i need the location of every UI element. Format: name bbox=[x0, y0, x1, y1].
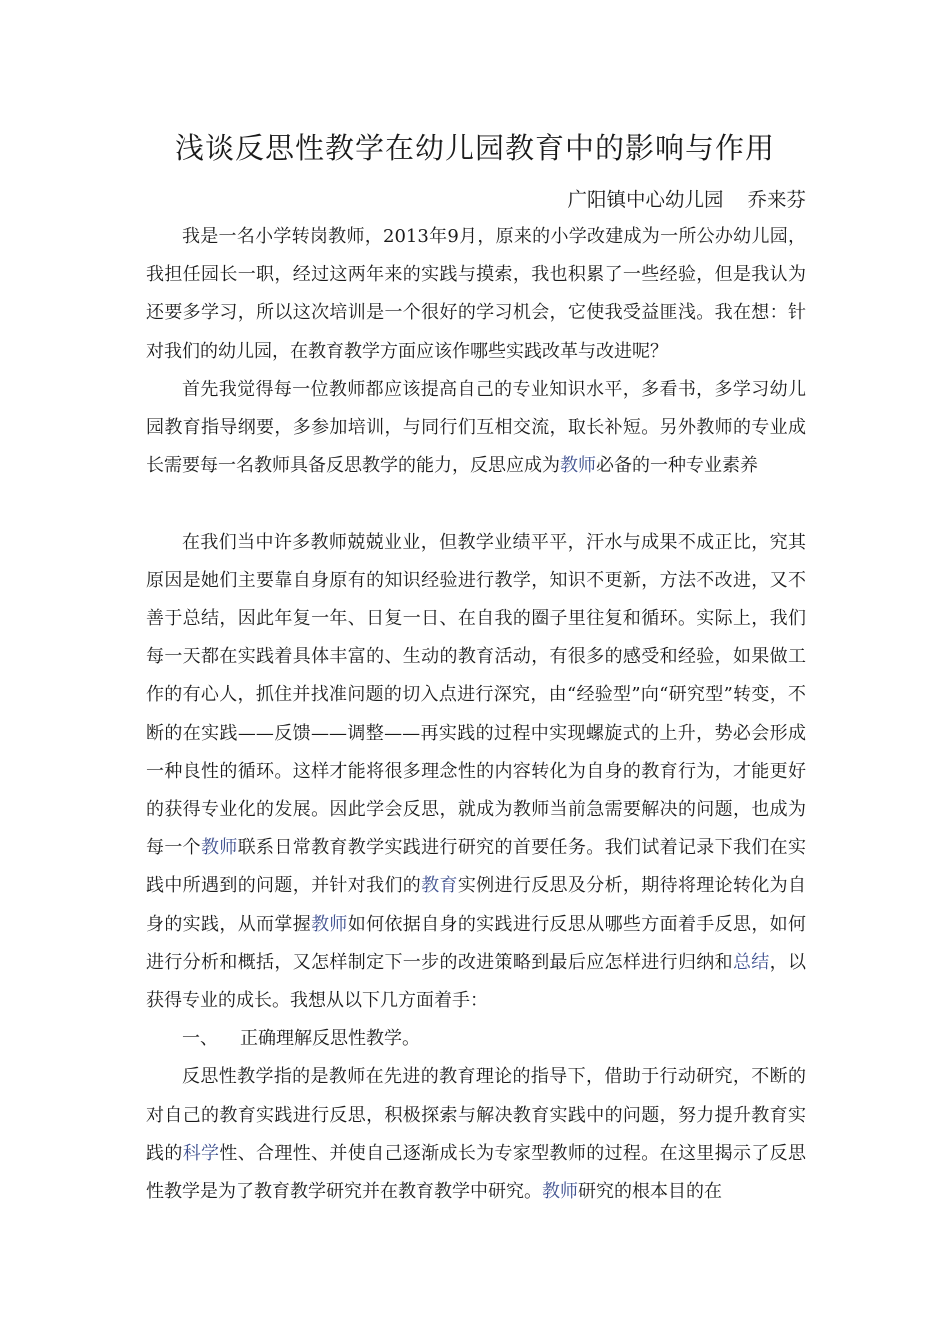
author-name: 乔来芬 bbox=[747, 188, 806, 211]
text-segment: 在我们当中许多教师兢兢业业，但教学业绩平平，汗水与成果不成正比，究其原因是她们主要靠自身原有的知识经验进行教学，知识不更新，方法不改进，又不善于总结，因此年复一年、日复一日、在自我的圈子里往复和循环。实际上，我们每一天都在实践着具体丰富的、生动的教育活动，有很多的感受和经验，如果做工作的有心人，抓住并找准问题的切入点进行深究，由“经验型”向“研究型”转变，不断的在实践——反馈——调整——再实践的过程中实现螺旋式的上升，势必会形成一种良性的循环。这样才能将很多理念性的内容转化为自身的教育行为，才能更好的获得专业化的发展。因此学会反思，就成为教师当前急需要解决的问题，也成为每一个 bbox=[146, 531, 806, 859]
document-body bbox=[146, 218, 806, 1211]
text-segment: 反思性教学指的是教师在先进的教育理论的指导下，借助于行动研究，不断的对自己的教育实践进行反思，积极探索与解决教育实践中的问题，努力提升教育实践的 bbox=[146, 1066, 806, 1164]
section-heading bbox=[146, 1020, 806, 1058]
text-segment: 联系日常教育教学实践进行研究的首要任务。我们试着记录下我们在实践中所遇到的问题，并针对我们的 bbox=[146, 837, 807, 897]
text-segment: ，以获得专业的成长。我想从以下几方面着手： bbox=[146, 951, 806, 1012]
author-school: 广阳镇中心幼儿园 bbox=[567, 188, 724, 211]
hyperlink-teacher[interactable]: 教师 bbox=[201, 837, 238, 859]
hyperlink-teacher[interactable]: 教师 bbox=[542, 1181, 578, 1203]
blank-line bbox=[146, 485, 806, 523]
text-segment: 如何依据自身的实践进行反思从哪些方面着手反思，如何进行分析和概括，又怎样制定下一步的改进策略到最后应怎样进行归纳和 bbox=[146, 913, 807, 973]
author-line bbox=[0, 183, 806, 217]
text-segment: 实例进行反思及分析，期待将理论转化为自身的实践，从而掌握 bbox=[146, 875, 807, 935]
document-title: 浅谈反思性教学在幼儿园教育中的影响与作用 bbox=[174, 131, 775, 165]
section-heading-text: 正确理解反思性教学。 bbox=[240, 1028, 420, 1050]
hyperlink-science[interactable]: 科学 bbox=[182, 1142, 220, 1164]
paragraph-intro: 我是一名小学转岗教师，2013年9月，原来的小学改建成为一所公办幼儿园，我担任园长一职，经过这两年来的实践与摸索，我也积累了一些经验，但是我认为还要多学习，所以这次培训是一个很好的学习机会，它使我受益匪浅。我在想：针对我们的幼儿园，在教育教学方面应该作哪些实践改革与改进呢？ bbox=[146, 226, 806, 362]
paragraph-analysis bbox=[146, 524, 806, 1021]
text-segment: 性、合理性、并使自己逐渐成长为专家型教师的过程。在这里揭示了反思性教学是为了教育教学研究并在教育教学中研究。 bbox=[146, 1142, 807, 1203]
paragraph-reflection bbox=[146, 371, 806, 486]
hyperlink-teacher[interactable]: 教师 bbox=[311, 913, 348, 935]
text-segment: 首先我觉得每一位教师都应该提高自己的专业知识水平，多看书，多学习幼儿园教育指导纲要，多参加培训，与同行们互相交流，取长补短。另外教师的专业成长需要每一名教师具备反思教学的能力，反思应成为 bbox=[146, 378, 806, 477]
hyperlink-education[interactable]: 教育 bbox=[421, 875, 458, 897]
text-segment: 必备的一种专业素养 bbox=[596, 455, 758, 477]
section-number: 一、 bbox=[182, 1028, 218, 1050]
hyperlink-summary[interactable]: 总结 bbox=[732, 951, 770, 973]
text-segment: 研究的根本目的在 bbox=[578, 1181, 722, 1203]
hyperlink-teacher[interactable]: 教师 bbox=[560, 455, 596, 477]
paragraph-definition bbox=[146, 1058, 806, 1211]
